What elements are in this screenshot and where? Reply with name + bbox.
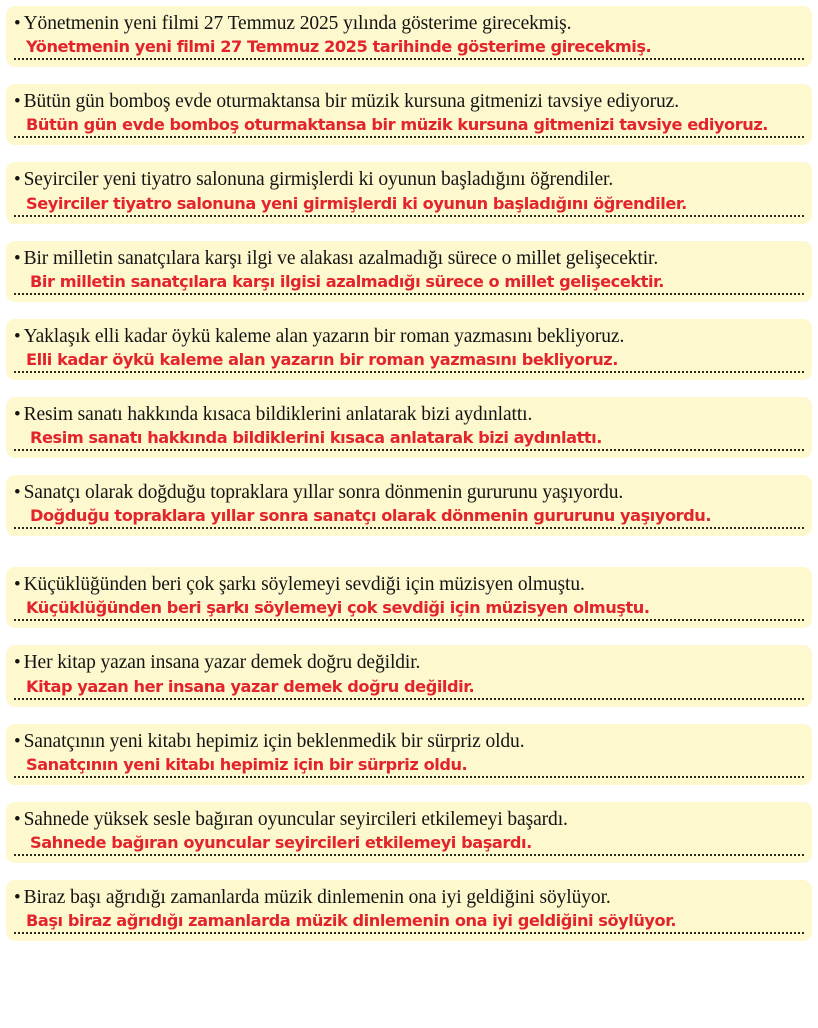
answer-line-2[interactable]	[14, 115, 804, 138]
corrected-sentence-text: Doğduğu topraklara yıllar sonra sanatçı olarak dönmenin gururunu yaşıyordu.	[30, 506, 712, 526]
original-sentence-text: Resim sanatı hakkında kısaca bildiklerini anlatarak bizi aydınlattı.	[23, 403, 533, 425]
exercise-item-1	[6, 6, 812, 67]
exercise-item-2	[6, 84, 812, 145]
original-sentence-4	[14, 247, 804, 271]
exercise-item-12	[6, 880, 812, 941]
original-sentence-text: Sanatçı olarak doğduğu topraklara yıllar sonra dönmenin gururunu yaşıyordu.	[23, 482, 624, 504]
original-sentence-9	[14, 651, 804, 675]
original-sentence-text: Biraz başı ağrıdığı zamanlarda müzik dinlemenin ona iyi geldiğini söylüyor.	[23, 886, 611, 908]
bullet-icon: •	[14, 91, 21, 113]
original-sentence-6	[14, 403, 804, 427]
bullet-icon: •	[14, 652, 21, 674]
bullet-icon: •	[14, 13, 21, 34]
original-sentence-text: Bir milletin sanatçılara karşı ilgi ve alakası azalmadığı sürece o millet gelişecektir.	[23, 247, 659, 269]
answer-line-8[interactable]	[14, 598, 804, 621]
original-sentence-text: Bütün gün bomboş evde oturmaktansa bir müzik kursuna gitmenizi tavsiye ediyoruz.	[23, 91, 679, 113]
answer-line-1[interactable]	[14, 37, 804, 60]
answer-line-9[interactable]	[14, 677, 804, 700]
exercise-item-3	[6, 162, 812, 223]
original-sentence-text: Seyirciler yeni tiyatro salonuna girmişlerdi ki oyunun başladığını öğrendiler.	[23, 169, 614, 191]
exercise-item-9	[6, 645, 812, 706]
answer-line-6[interactable]	[14, 428, 804, 451]
bullet-icon: •	[14, 574, 21, 596]
answer-line-10[interactable]	[14, 755, 804, 778]
bullet-icon: •	[14, 169, 21, 191]
original-sentence-1	[14, 12, 804, 36]
answer-line-7[interactable]	[14, 506, 804, 529]
corrected-sentence-text: Başı biraz ağrıdığı zamanlarda müzik dinlemenin ona iyi geldiğini söylüyor.	[26, 911, 677, 931]
original-sentence-11	[14, 808, 804, 832]
exercise-item-5	[6, 319, 812, 380]
original-sentence-7	[14, 481, 804, 505]
original-sentence-2	[14, 90, 804, 114]
bullet-icon: •	[14, 403, 21, 425]
original-sentence-text: Küçüklüğünden beri çok şarkı söylemeyi sevdiği için müzisyen olmuştu.	[23, 574, 585, 596]
bullet-icon: •	[14, 808, 21, 830]
original-sentence-text: Yönetmenin yeni filmi 27 Temmuz 2025 yılında gösterime girecekmiş.	[23, 13, 572, 34]
original-sentence-text: Her kitap yazan insana yazar demek doğru değildir.	[23, 652, 421, 674]
original-sentence-12	[14, 886, 804, 910]
original-sentence-text: Sahnede yüksek sesle bağıran oyuncular seyircileri etkilemeyi başardı.	[23, 808, 568, 830]
corrected-sentence-text: Seyirciler tiyatro salonuna yeni girmişlerdi ki oyunun başladığını öğrendiler.	[26, 193, 687, 213]
original-sentence-10	[14, 730, 804, 754]
corrected-sentence-text: Küçüklüğünden beri şarkı söylemeyi çok sevdiği için müzisyen olmuştu.	[26, 598, 650, 618]
bullet-icon: •	[14, 730, 21, 752]
corrected-sentence-text: Sanatçının yeni kitabı hepimiz için bir sürpriz oldu.	[26, 754, 468, 774]
bullet-icon: •	[14, 247, 21, 269]
original-sentence-text: Yaklaşık elli kadar öykü kaleme alan yazarın bir roman yazmasını bekliyoruz.	[23, 325, 625, 347]
exercise-item-8	[6, 567, 812, 628]
bullet-icon: •	[14, 325, 21, 347]
corrected-sentence-text: Elli kadar öykü kaleme alan yazarın bir roman yazmasını bekliyoruz.	[26, 349, 618, 369]
corrected-sentence-text: Yönetmenin yeni filmi 27 Temmuz 2025 tarihinde gösterime girecekmiş.	[26, 37, 652, 57]
bullet-icon: •	[14, 482, 21, 504]
corrected-sentence-text: Sahnede bağıran oyuncular seyircileri etkilemeyi başardı.	[30, 832, 532, 852]
exercise-item-11	[6, 802, 812, 863]
bullet-icon: •	[14, 886, 21, 908]
exercise-item-6	[6, 397, 812, 458]
corrected-sentence-text: Bir milletin sanatçılara karşı ilgisi azalmadığı sürece o millet gelişecektir.	[30, 271, 664, 291]
original-sentence-8	[14, 573, 804, 597]
exercise-item-4	[6, 241, 812, 302]
answer-line-12[interactable]	[14, 911, 804, 934]
original-sentence-text: Sanatçının yeni kitabı hepimiz için beklenmedik bir sürpriz oldu.	[23, 730, 525, 752]
exercise-item-10	[6, 724, 812, 785]
answer-line-4[interactable]	[14, 272, 804, 295]
answer-line-5[interactable]	[14, 350, 804, 373]
exercise-item-7	[6, 475, 812, 536]
corrected-sentence-text: Bütün gün evde bomboş oturmaktansa bir müzik kursuna gitmenizi tavsiye ediyoruz.	[26, 115, 769, 135]
answer-line-11[interactable]	[14, 833, 804, 856]
corrected-sentence-text: Kitap yazan her insana yazar demek doğru değildir.	[26, 676, 475, 696]
corrected-sentence-text: Resim sanatı hakkında bildiklerini kısaca anlatarak bizi aydınlattı.	[30, 428, 602, 448]
answer-line-3[interactable]	[14, 194, 804, 217]
original-sentence-3	[14, 168, 804, 192]
original-sentence-5	[14, 325, 804, 349]
